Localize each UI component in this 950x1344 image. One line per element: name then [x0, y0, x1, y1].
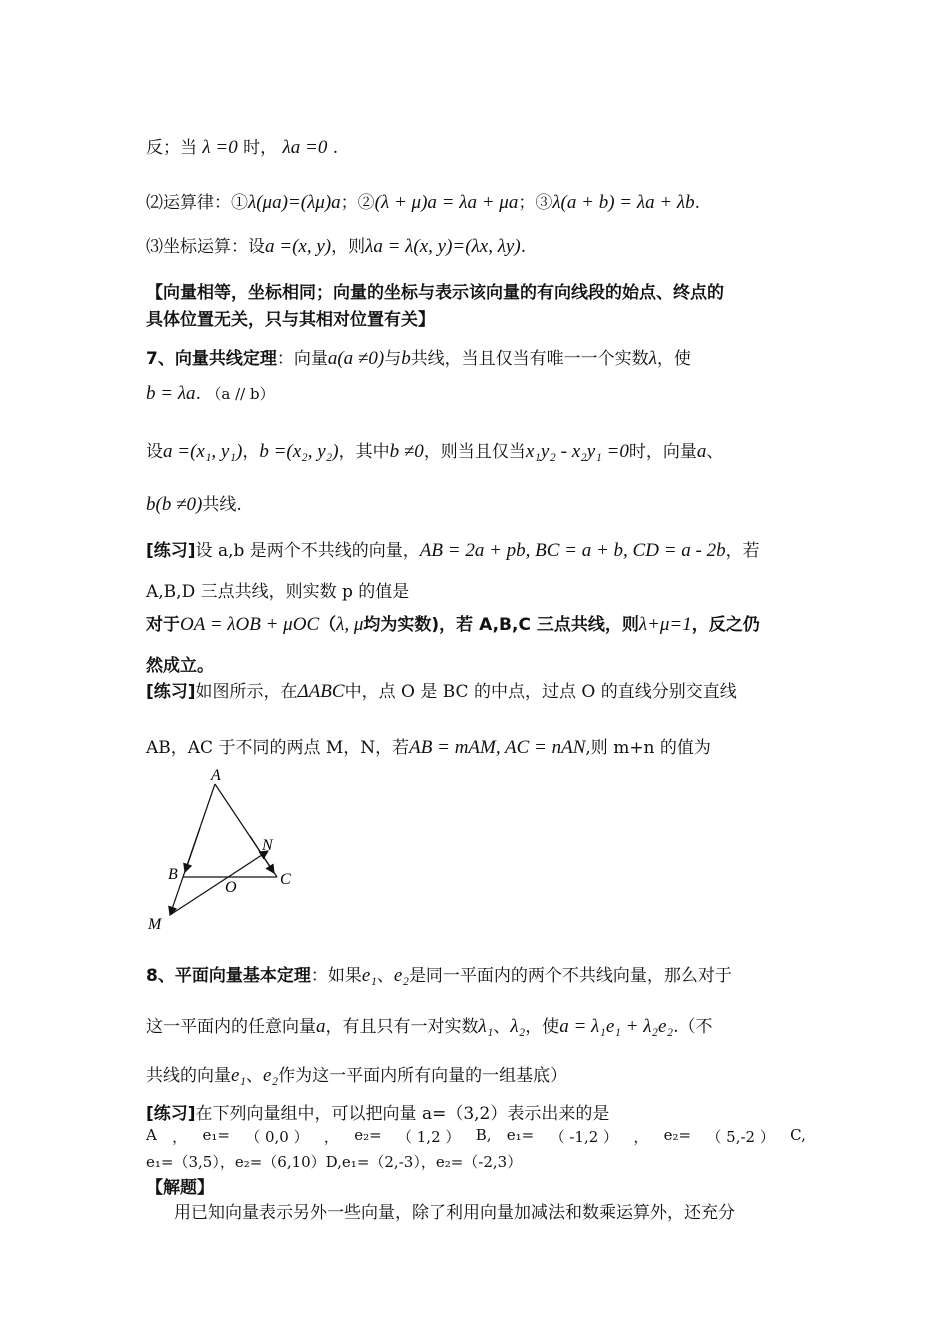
math-formula: λ, μ: [336, 614, 364, 635]
math-formula: λa = λ(x, y)=(λx, λy): [365, 236, 521, 257]
section-8-line-3: 共线的向量e₁、e₂作为这一平面内所有向量的一组基底）: [146, 1065, 568, 1086]
triangle-figure: [140, 762, 310, 934]
math-formula: AB = 2a + pb, BC = a + b, CD = a - 2b: [419, 540, 726, 561]
math-formula: b = λa: [146, 383, 196, 404]
math-formula: λ₂: [510, 1016, 526, 1037]
math-formula: a =(x, y): [265, 236, 332, 257]
math-formula: ΔABC: [297, 681, 345, 702]
exercise-2-line-1: [练习]如图所示，在ΔABC中，点 O 是 BC 的中点，过点 O 的直线分别交直线: [146, 681, 737, 702]
math-formula: e₂: [393, 965, 409, 986]
exercise-2-line-2: AB，AC 于不同的两点 M，N，若AB = mAM, AC = nAN,则 m+n 的值为: [146, 737, 711, 758]
math-formula: a = λ₁e₁ + λ₂e₂: [559, 1016, 674, 1037]
math-formula: x₁y₂ - x₂y₁ =0: [525, 441, 629, 462]
math-formula: AB = mAM, AC = nAN: [409, 737, 586, 758]
solve-tag: 【解题】: [146, 1178, 214, 1198]
math-formula: λ(μa)=(λμ)a: [248, 192, 341, 213]
theorem-line-1: 对于OA = λOB + μOC（λ, μ均为实数)，若 A,B,C 三点共线，则λ+μ=1，反之仍: [146, 614, 760, 635]
math-formula: λ =0: [202, 137, 238, 158]
section-title: 7、向量共线定理: [146, 349, 277, 369]
note-line-2: 具体位置无关，只与其相对位置有关】: [146, 310, 435, 330]
math-formula: a: [316, 1016, 326, 1037]
exercise-tag: [练习]: [146, 541, 196, 561]
exercise-1-line-2: A,B,D 三点共线，则实数 p 的值是: [146, 582, 410, 602]
math-formula: b(b ≠0): [146, 494, 203, 515]
label-c: C: [280, 871, 291, 888]
math-formula: e₁: [231, 1065, 247, 1086]
exercise-3-line-2: A ， e₁= （ 0,0 ） ， e₂= （ 1,2 ） B, e₁= （ -1,2 ） ， e₂= （ 5,-2 ） C,: [146, 1126, 806, 1146]
math-formula: a =(x₁, y₁): [163, 441, 243, 462]
text-line: ⑶坐标运算：设a =(x, y)，则λa = λ(x, y)=(λx, λy).: [146, 236, 527, 257]
exercise-3-line-1: [练习]在下列向量组中，可以把向量 a=（3,2）表示出来的是: [146, 1104, 610, 1124]
section-8-line-2: 这一平面内的任意向量a，有且只有一对实数λ₁、λ₂，使a = λ₁e₁ + λ₂e₂.（不: [146, 1016, 713, 1037]
label-b: B: [168, 866, 178, 883]
label-n: N: [262, 837, 273, 854]
exercise-tag: [练习]: [146, 682, 196, 702]
section-7-line-4: b(b ≠0)共线.: [146, 494, 242, 515]
section-7-line-1: 7、向量共线定理：向量a(a ≠0)与b共线，当且仅当有唯一一个实数λ，使: [146, 348, 691, 369]
math-formula: a(a ≠0): [327, 348, 385, 369]
label-a: A: [211, 767, 221, 784]
math-formula: λ+μ=1: [638, 614, 692, 635]
exercise-1-line-1: [练习]设 a,b 是两个不共线的向量，AB = 2a + pb, BC = a + b, CD = a - 2b，若: [146, 540, 760, 561]
math-formula: λ₁: [478, 1016, 494, 1037]
math-formula: a: [696, 441, 707, 462]
label-m: M: [148, 916, 162, 933]
exercise-3-line-3: e₁=（3,5），e₂=（6,10）D,e₁=（2,-3），e₂=（-2,3）: [146, 1153, 523, 1171]
theorem-line-2: 然成立。: [146, 656, 214, 676]
text-line: ⑵运算律：①λ(μa)=(λμ)a；②(λ + μ)a = λa + μa；③λ(a + b) = λa + λb.: [146, 192, 701, 213]
section-title: 8、平面向量基本定理: [146, 966, 311, 986]
arrow-ab: [185, 828, 200, 872]
math-formula: λ: [648, 348, 657, 369]
label-o: O: [225, 879, 237, 896]
segment-mn: [170, 851, 268, 915]
note-line-1: 【向量相等，坐标相同；向量的坐标与表示该向量的有向线段的始点、终点的: [146, 283, 724, 303]
math-formula: b: [401, 348, 411, 369]
math-formula: (λ + μ)a = λa + μa: [374, 192, 519, 213]
math-formula: e₂: [263, 1065, 279, 1086]
section-7-line-3: 设a =(x₁, y₁)，b =(x₂, y₂)，其中b ≠0，则当且仅当x₁y₂ - x₂y₁ =0时，向量a、: [146, 441, 724, 462]
section-8-line-1: 8、平面向量基本定理：如果e₁、e₂是同一平面内的两个不共线向量，那么对于: [146, 965, 732, 986]
section-7-line-2: b = λa. （a // b）: [146, 383, 275, 404]
math-formula: OA = λOB + μOC: [180, 614, 320, 635]
math-formula: λ(a + b) = λa + λb: [552, 192, 695, 213]
math-formula: b ≠0: [389, 441, 424, 462]
text-line: 反；当 λ =0 时， λa =0 .: [146, 137, 339, 158]
exercise-tag: [练习]: [146, 1104, 196, 1124]
math-formula: λa =0: [282, 137, 328, 158]
math-formula: b =(x₂, y₂): [259, 441, 339, 462]
math-formula: e₁: [361, 965, 377, 986]
solve-line-1: 用已知向量表示另外一些向量，除了利用向量加减法和数乘运算外，还充分: [174, 1203, 735, 1223]
